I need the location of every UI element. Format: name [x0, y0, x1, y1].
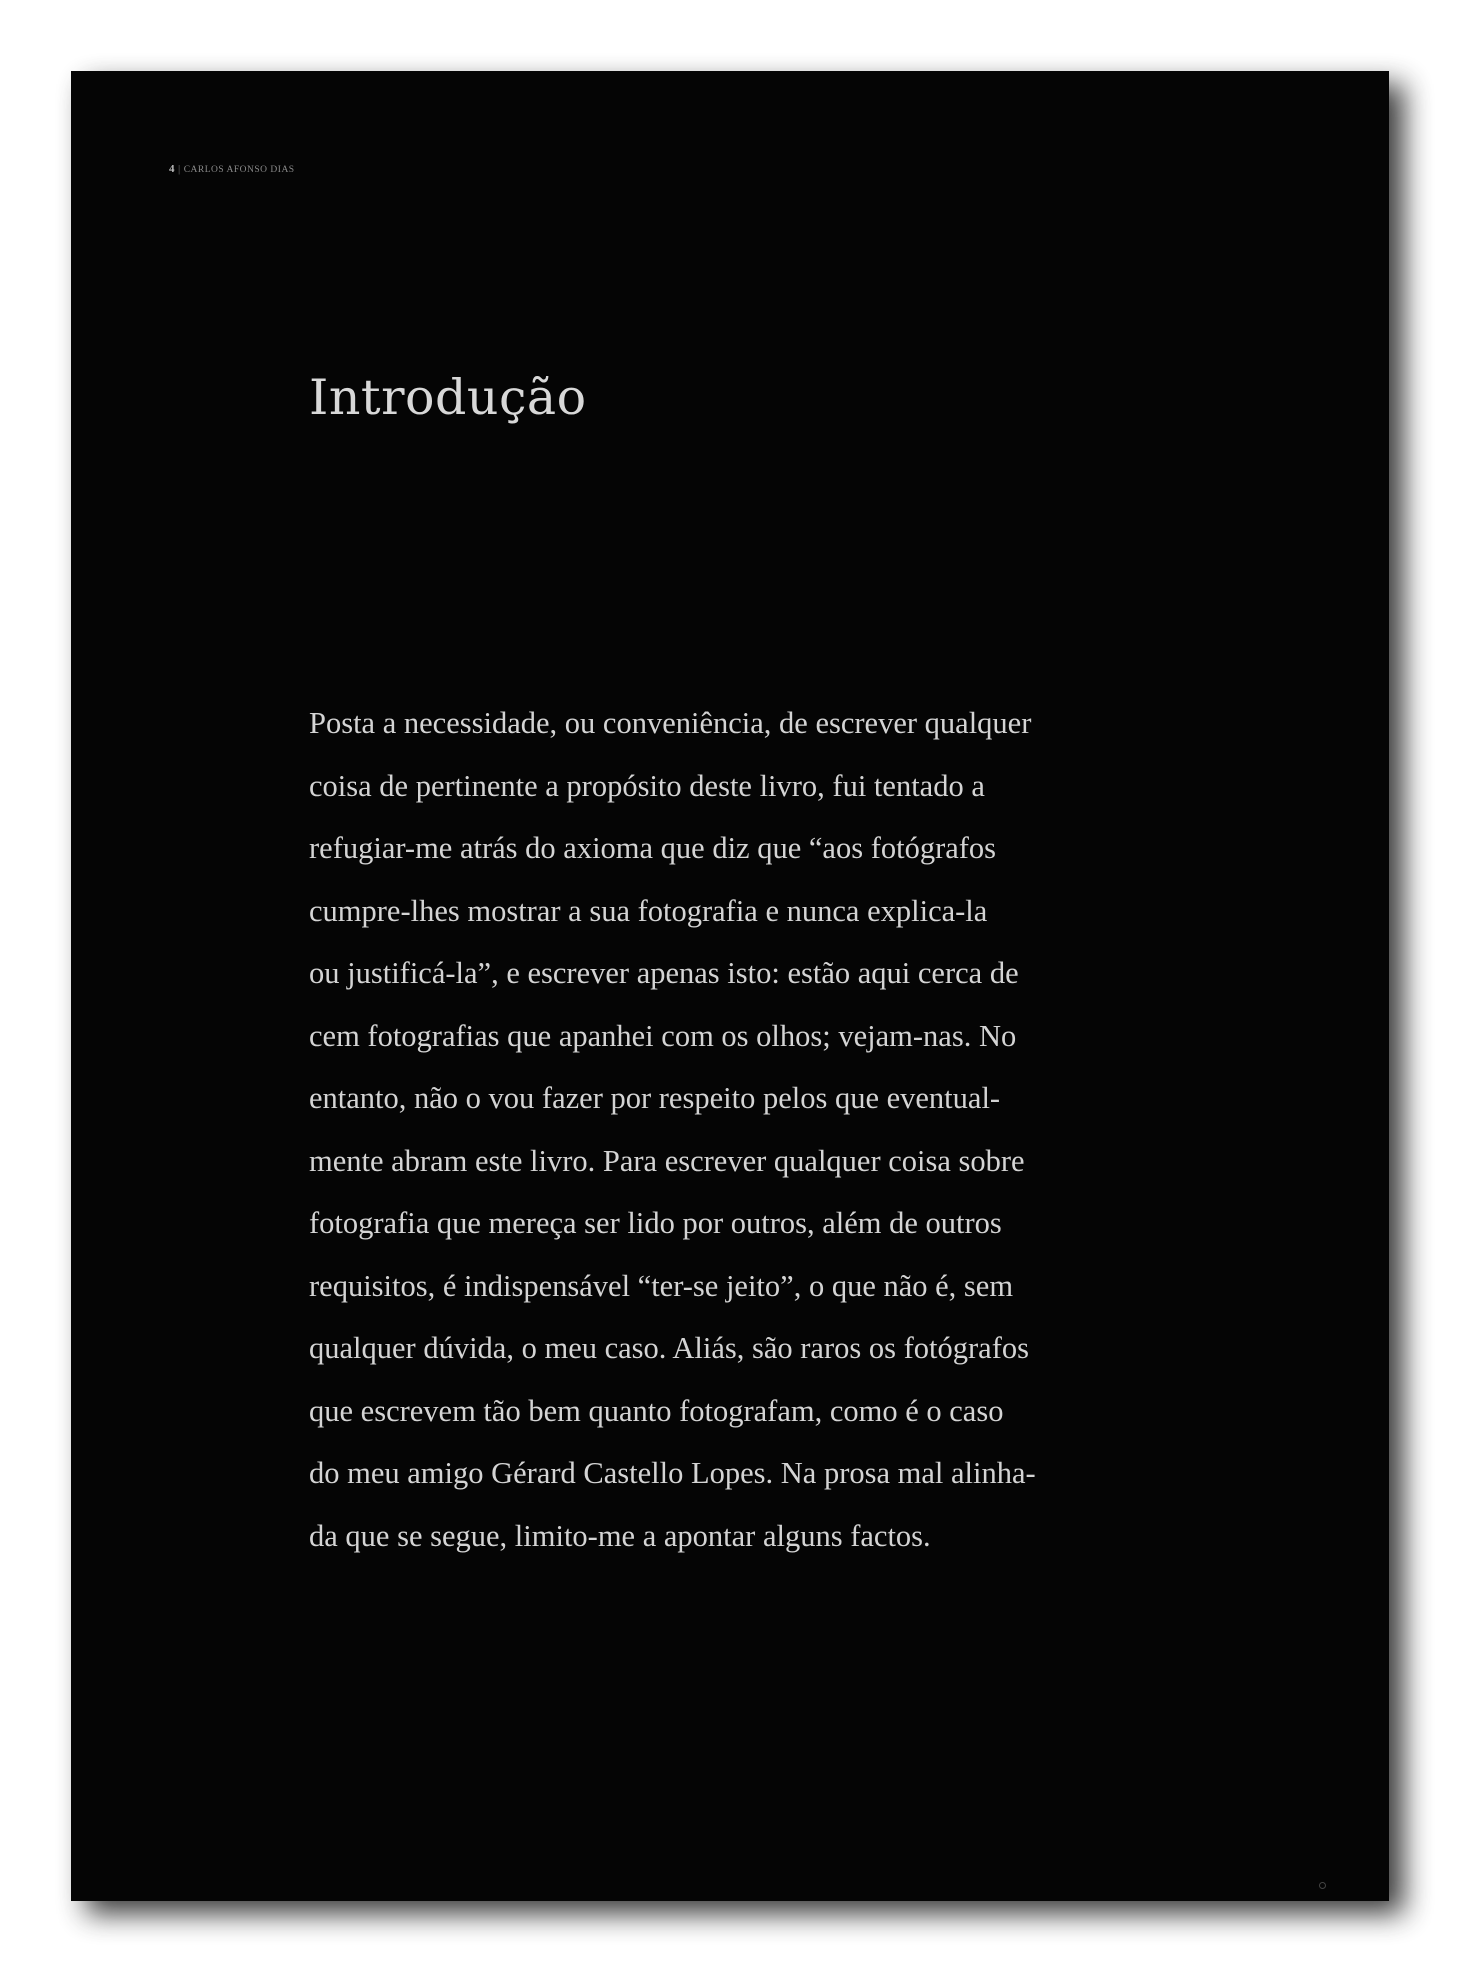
body-line: cem fotografias que apanhei com os olhos; vejam-nas. No: [309, 1018, 1017, 1053]
body-line: da que se segue, limito-me a apontar alguns factos.: [309, 1518, 931, 1553]
body-line: cumpre-lhes mostrar a sua fotografia e nunca explica-la: [309, 893, 988, 928]
body-line: requisitos, é indispensável “ter-se jeito”, o que não é, sem: [309, 1268, 1014, 1303]
body-line: mente abram este livro. Para escrever qualquer coisa sobre: [309, 1143, 1025, 1178]
body-line: refugiar-me atrás do axioma que diz que “aos fotógrafos: [309, 831, 997, 865]
body-line: Posta a necessidade, ou conveniência, de escrever qualquer: [309, 706, 1032, 740]
body-line: qualquer dúvida, o meu caso. Aliás, são raros os fotógrafos: [309, 1331, 1029, 1365]
book-page: [71, 71, 1389, 1901]
body-line: entanto, não o vou fazer por respeito pelos que eventual-: [309, 1081, 1001, 1115]
scan-speck: [1319, 1882, 1326, 1889]
running-head-separator: |: [178, 163, 181, 175]
body-line: que escrevem tão bem quanto fotografam, como é o caso: [309, 1393, 1004, 1428]
chapter-title: Introdução: [309, 369, 587, 426]
running-head: [169, 163, 295, 175]
page-number: 4: [169, 163, 175, 175]
body-paragraph: [309, 692, 1189, 1567]
body-line: ou justificá-la”, e escrever apenas isto: estão aqui cerca de: [309, 956, 1019, 990]
body-line: coisa de pertinente a propósito deste livro, fui tentado a: [309, 768, 985, 803]
body-line: fotografia que mereça ser lido por outros, além de outros: [309, 1206, 1002, 1240]
body-line: do meu amigo Gérard Castello Lopes. Na prosa mal alinha-: [309, 1456, 1036, 1490]
running-head-author: CARLOS AFONSO DIAS: [183, 165, 295, 175]
